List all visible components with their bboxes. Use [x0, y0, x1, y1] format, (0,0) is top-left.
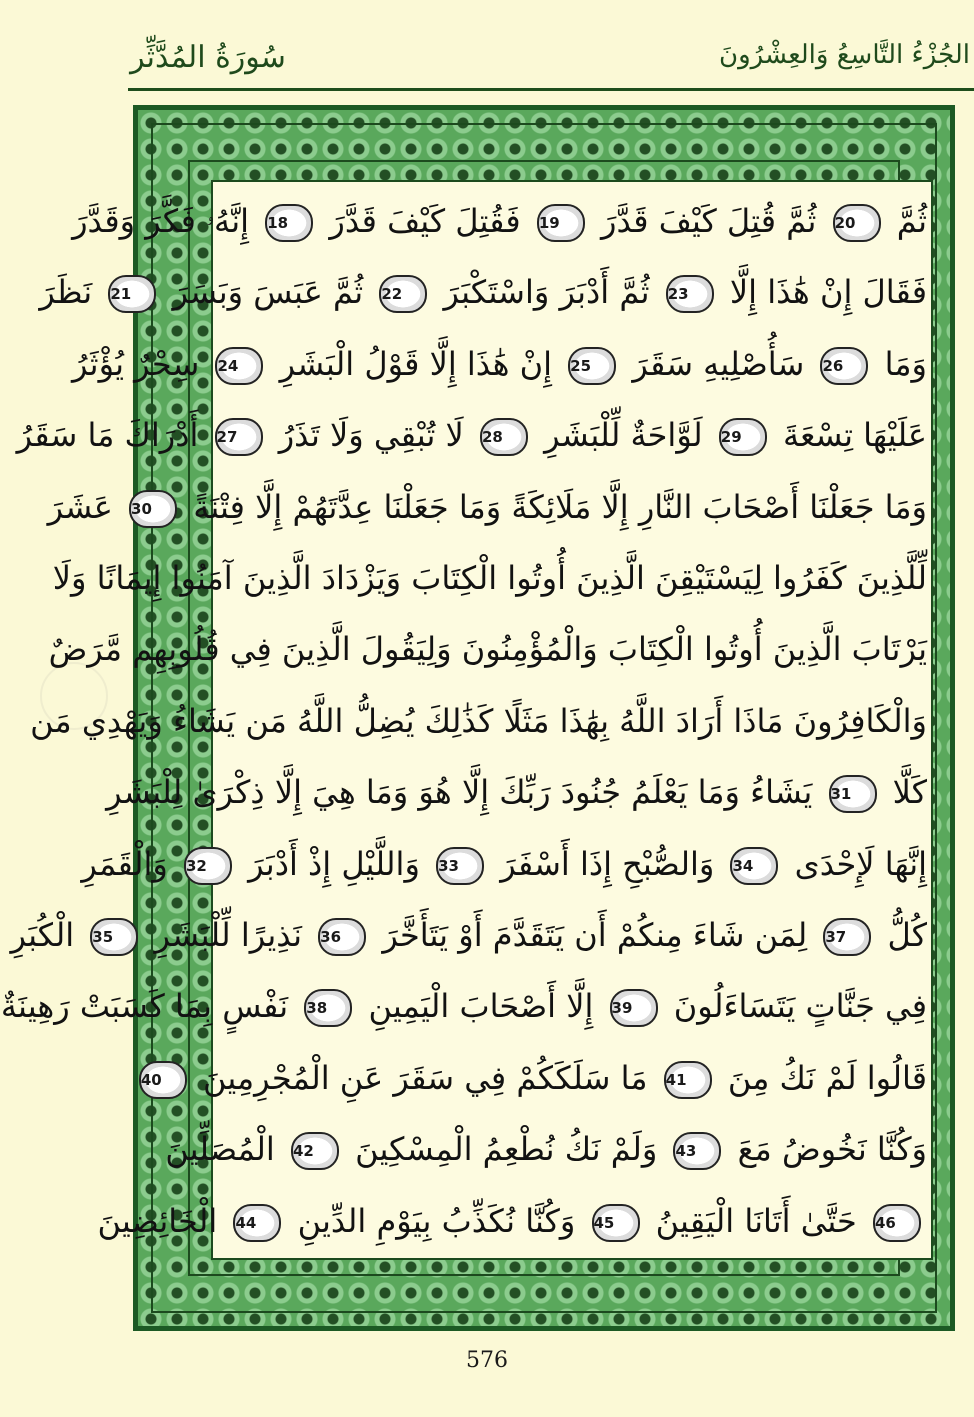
verse-line	[47, 472, 931, 542]
ayah-number-marker: 23	[666, 275, 714, 313]
verse-text: لَا تُبْقِي وَلَا تَذَرُ	[278, 416, 464, 455]
verse-text: ثُمَّ أَدْبَرَ وَاسْتَكْبَرَ	[443, 273, 650, 312]
verse-text: إِنْ هَٰذَا إِلَّا قَوْلُ الْبَشَرِ	[279, 344, 552, 383]
verse-text: عَشَرَ	[47, 487, 113, 526]
verse-text: إِنَّهَا لَإِحْدَى	[794, 844, 927, 883]
ayah-number-marker: 29	[719, 418, 767, 456]
ayah-number-marker: 35	[90, 918, 138, 956]
verse-text: مَا سَلَكَكُمْ فِي سَقَرَ	[393, 1058, 648, 1097]
verse-text: لِّلَّذِينَ كَفَرُوا لِيَسْتَيْقِنَ الَّذِينَ أُوتُوا الْكِتَابَ وَيَزْدَادَ الَّذِينَ آمَنُوا إِيمَانًا وَلَا	[52, 559, 927, 597]
ayah-number-marker: 18	[265, 204, 313, 242]
ayah-number-marker: 24	[215, 347, 263, 385]
verse-text: عَنِ الْمُجْرِمِينَ	[203, 1058, 384, 1097]
page-number: 576	[466, 1348, 508, 1373]
ayah-number-marker: 38	[304, 989, 352, 1027]
ayah-number-marker: 28	[480, 418, 528, 456]
verse-line	[48, 614, 931, 684]
ayah-number-marker: 31	[829, 775, 877, 813]
verse-text: وَكُنَّا نُكَذِّبُ بِيَوْمِ الدِّينِ	[297, 1201, 576, 1240]
ayah-number-marker: 32	[184, 847, 232, 885]
ayah-number-marker: 30	[129, 490, 177, 528]
verse-text: إِلَّا أَصْحَابَ الْيَمِينِ	[368, 987, 594, 1026]
ayah-number-marker: 25	[568, 347, 616, 385]
verse-text-area	[0, 180, 933, 1260]
verse-text: نَظَرَ	[39, 273, 93, 312]
verse-text: حَتَّىٰ أَتَانَا الْيَقِينُ	[655, 1201, 857, 1240]
page-header	[0, 0, 974, 100]
verse-text: لِمَن شَاءَ مِنكُمْ أَن يَتَقَدَّمَ أَوْ يَتَأَخَّرَ	[382, 916, 808, 954]
verse-text: يَشَاءُ وَمَا يَعْلَمُ جُنُودَ رَبِّكَ إِلَّا هُوَ وَمَا هِيَ إِلَّا ذِكْرَىٰ لِلْبَشَرِ	[106, 773, 813, 812]
ayah-number-marker: 36	[318, 918, 366, 956]
verse-text: وَالصُّبْحِ إِذَا أَسْفَرَ	[500, 844, 715, 883]
juz-name: الجُزْءُ التَّاسِعُ وَالعِشْرُونَ	[719, 40, 970, 70]
verse-text: فَقَالَ إِنْ هَٰذَا إِلَّا	[729, 273, 927, 312]
ayah-number-marker: 21	[108, 275, 156, 313]
verse-text: يَرْتَابَ الَّذِينَ أُوتُوا الْكِتَابَ وَالْمُؤْمِنُونَ وَلِيَقُولَ الَّذِينَ فِي قُلُوبِهِم مَّرَضٌ	[48, 630, 927, 669]
verse-line	[10, 900, 931, 970]
verse-line	[72, 186, 931, 256]
verse-line	[0, 971, 931, 1041]
verse-text: كُلُّ	[887, 916, 927, 954]
ayah-number-marker: 37	[823, 918, 871, 956]
verse-text: الْخَائِضِينَ	[97, 1201, 218, 1240]
ayah-number-marker: 39	[610, 989, 658, 1027]
verse-line	[30, 686, 931, 756]
ayah-number-marker: 45	[592, 1204, 640, 1242]
ayah-number-marker: 44	[233, 1204, 281, 1242]
verse-text: الْمُصَلِّينَ	[165, 1130, 275, 1169]
verse-text: نَفْسٍ بِمَا كَسَبَتْ رَهِينَةٌ	[0, 987, 289, 1026]
verse-text: وَلَمْ نَكُ نُطْعِمُ الْمِسْكِينَ	[355, 1130, 658, 1169]
verse-text: وَمَا	[884, 344, 927, 383]
verse-line	[72, 329, 931, 399]
surah-name: سُورَةُ المُدَّثِّر	[130, 40, 286, 75]
ayah-number-marker: 22	[379, 275, 427, 313]
ayah-number-marker: 20	[833, 204, 881, 242]
verse-text: وَمَا جَعَلْنَا أَصْحَابَ النَّارِ إِلَّا مَلَائِكَةً وَمَا جَعَلْنَا عِدَّتَهُمْ إِلَّا فِتْنَةً	[193, 487, 927, 526]
verse-line	[52, 543, 931, 613]
verse-line	[165, 1114, 931, 1184]
verse-text: ثُمَّ	[896, 202, 927, 240]
ayah-number-marker: 46	[873, 1204, 921, 1242]
verse-line	[140, 1043, 931, 1113]
verse-text: فِي جَنَّاتٍ يَتَسَاءَلُونَ	[673, 987, 927, 1026]
verse-text: وَالْكَافِرُونَ مَاذَا أَرَادَ اللَّهُ بِهَٰذَا مَثَلًا كَذَٰلِكَ يُضِلُّ اللَّهُ مَن يَشَاءُ وَيَهْدِي مَن	[30, 701, 927, 740]
verse-text: سَأُصْلِيهِ سَقَرَ	[632, 344, 805, 383]
ayah-number-marker: 34	[730, 847, 778, 885]
verse-text: وَالْقَمَرِ	[81, 844, 168, 883]
verse-text: وَاللَّيْلِ إِذْ أَدْبَرَ	[248, 844, 420, 883]
ayah-number-marker: 41	[664, 1061, 712, 1099]
verse-text: فَقُتِلَ كَيْفَ قَدَّرَ	[329, 202, 521, 240]
verse-text: كَلَّا	[892, 773, 927, 812]
verse-line	[39, 257, 931, 327]
ayah-number-marker: 26	[820, 347, 868, 385]
ayah-number-marker: 27	[215, 418, 263, 456]
verse-line	[97, 1186, 931, 1256]
verse-line	[81, 829, 931, 899]
verse-text: أَدْرَاكَ مَا سَقَرُ	[16, 416, 199, 455]
verse-text: سِحْرٌ يُؤْثَرُ	[72, 344, 200, 383]
verse-text: إِنَّهُۥ فَكَّرَ وَقَدَّرَ	[72, 202, 250, 240]
verse-text: عَلَيْهَا تِسْعَةَ	[782, 416, 927, 455]
ayah-number-marker: 40	[139, 1061, 187, 1099]
verse-text: الْكُبَرِ	[10, 916, 75, 954]
ayah-number-marker: 43	[673, 1132, 721, 1170]
verse-text: قَالُوا لَمْ نَكُ مِنَ	[727, 1058, 927, 1097]
ayah-number-marker: 19	[537, 204, 585, 242]
verse-text: ثُمَّ عَبَسَ وَبَسَرَ	[172, 273, 364, 312]
verse-line	[16, 400, 931, 470]
ayah-number-marker: 33	[436, 847, 484, 885]
verse-text: لَوَّاحَةٌ لِّلْبَشَرِ	[544, 416, 703, 455]
verse-text: وَكُنَّا نَخُوضُ مَعَ	[737, 1130, 927, 1169]
header-divider	[128, 88, 974, 91]
ayah-number-marker: 42	[291, 1132, 339, 1170]
verse-text: ثُمَّ قُتِلَ كَيْفَ قَدَّرَ	[600, 202, 817, 240]
verse-text: نَذِيرًا لِّلْبَشَرِ	[154, 916, 302, 954]
verse-line	[106, 757, 931, 827]
